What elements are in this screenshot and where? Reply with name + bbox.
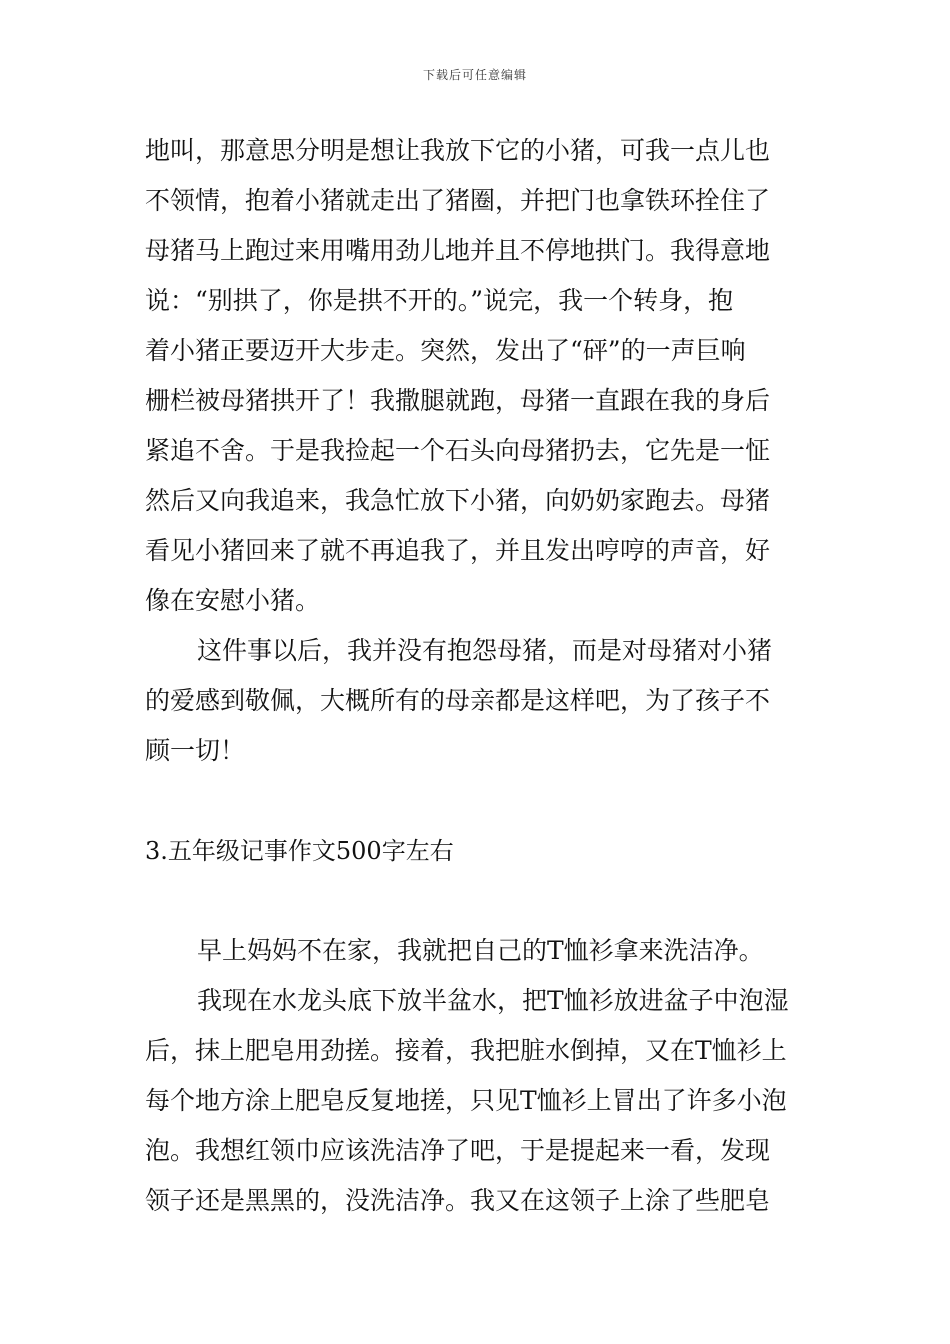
text-line: 着小猪正要迈开大步走。突然，发出了“砰”的一声巨响 bbox=[145, 336, 746, 365]
text-line: 说：“别拱了，你是拱不开的。”说完，我一个转身，抱 bbox=[145, 286, 734, 315]
section-heading: 3.五年级记事作文500字左右 bbox=[145, 837, 454, 865]
text-line: 然后又向我追来，我急忙放下小猪，向奶奶家跑去。母猪 bbox=[145, 486, 771, 515]
text-line: 泡。我想红领巾应该洗洁净了吧，于是提起来一看，发现 bbox=[145, 1136, 771, 1165]
text-line: 后，抹上肥皂用劲搓。接着，我把脏水倒掉，又在T恤衫上 bbox=[145, 1036, 787, 1065]
paragraph-3 bbox=[145, 926, 811, 976]
text-line: 顾一切！ bbox=[145, 736, 246, 765]
text-line: 像在安慰小猪。 bbox=[145, 586, 321, 615]
text-line: 紧追不舍。于是我捡起一个石头向母猪扔去，它先是一怔 bbox=[145, 436, 771, 465]
text-line: 这件事以后，我并没有抱怨母猪，而是对母猪对小猪 bbox=[197, 636, 773, 665]
text-line: 栅栏被母猪拱开了！我撒腿就跑，母猪一直跟在我的身后 bbox=[145, 386, 771, 415]
page-header: 下载后可任意编辑 bbox=[422, 68, 527, 82]
text-line: 每个地方涂上肥皂反复地搓，只见T恤衫上冒出了许多小泡 bbox=[145, 1086, 787, 1115]
paragraph-2 bbox=[145, 626, 811, 776]
text-line: 看见小猪回来了就不再追我了，并且发出哼哼的声音，好 bbox=[145, 536, 771, 565]
text-line: 早上妈妈不在家，我就把自己的T恤衫拿来洗洁净。 bbox=[197, 936, 764, 965]
text-line: 领子还是黑黑的，没洗洁净。我又在这领子上涂了些肥皂 bbox=[145, 1186, 771, 1215]
paragraph-4 bbox=[145, 976, 811, 1226]
paragraph-1 bbox=[145, 126, 811, 626]
text-line: 不领情，抱着小猪就走出了猪圈，并把门也拿铁环拴住了 bbox=[145, 186, 771, 215]
text-line: 的爱感到敬佩，大概所有的母亲都是这样吧，为了孩子不 bbox=[145, 686, 771, 715]
document-body bbox=[145, 126, 811, 1226]
text-line: 我现在水龙头底下放半盆水，把T恤衫放进盆子中泡湿 bbox=[197, 986, 789, 1015]
spacer bbox=[145, 776, 811, 826]
text-line: 母猪马上跑过来用嘴用劲儿地并且不停地拱门。我得意地 bbox=[145, 236, 771, 265]
spacer bbox=[145, 876, 811, 926]
text-line: 地叫，那意思分明是想让我放下它的小猪，可我一点儿也 bbox=[145, 136, 771, 165]
